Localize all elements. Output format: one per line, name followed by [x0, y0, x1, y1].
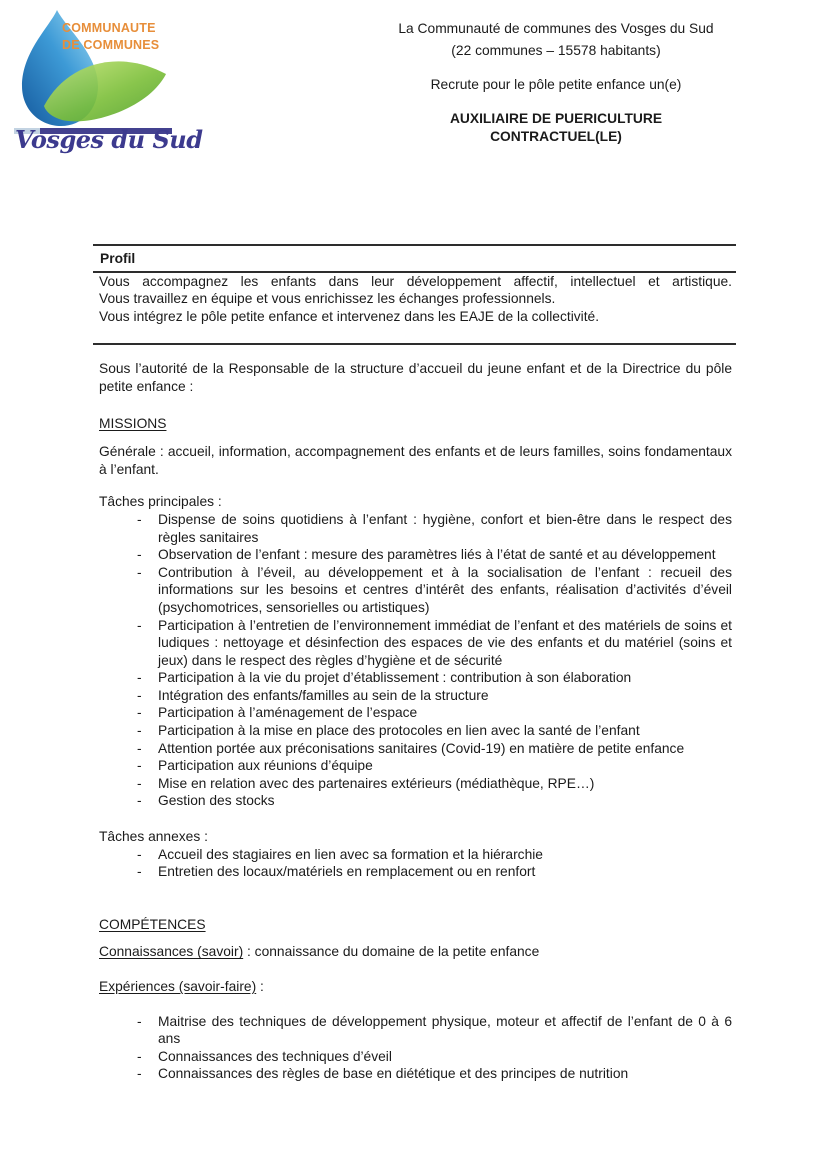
- competences-heading: COMPÉTENCES: [99, 916, 206, 932]
- taches-principales-heading: Tâches principales :: [99, 494, 222, 510]
- missions-general: Générale : accueil, information, accompagnement des enfants et de leurs familles, soins fondamentaux à l’enfant.: [99, 444, 732, 477]
- experiences-label: Expériences (savoir-faire): [99, 979, 257, 994]
- connaissances-line: [99, 943, 732, 961]
- list-item: - Participation à l’entretien de l’environnement immédiat de l’enfant et des matériels de soins et ludiques : nettoyage et désinfection des espaces de vie des enfants et du matériel (soins et jeux) dans le respect des règles d’hygiène et de sécurité: [99, 617, 732, 670]
- logo-org-type-line1: COMMUNAUTE: [62, 21, 156, 35]
- list-item: - Participation à la vie du projet d’établissement : contribution à son élaboration: [99, 669, 732, 687]
- experiences-rest: :: [256, 979, 264, 994]
- logo-org-type: [62, 20, 159, 54]
- list-item: - Connaissances des techniques d’éveil: [99, 1048, 732, 1066]
- taches-annexes-heading: Tâches annexes :: [99, 829, 208, 845]
- list-item: - Participation aux réunions d’équipe: [99, 757, 732, 775]
- list-item: - Accueil des stagiaires en lien avec sa formation et la hiérarchie: [99, 846, 732, 864]
- profil-line: Vous travaillez en équipe et vous enrichissez les échanges professionnels.: [99, 291, 556, 307]
- profil-heading: Profil: [100, 251, 136, 266]
- org-logo: [14, 8, 203, 158]
- intro-paragraph: Sous l’autorité de la Responsable de la structure d’accueil du jeune enfant et de la Directrice du pôle petite enfance :: [99, 361, 732, 394]
- list-item: - Attention portée aux préconisations sanitaires (Covid-19) en matière de petite enfance: [99, 740, 732, 758]
- experiences-line: [99, 978, 732, 996]
- experiences-list: [99, 1013, 732, 1083]
- list-item: - Dispense de soins quotidiens à l’enfant : hygiène, confort et bien-être dans le respect des règles sanitaires: [99, 511, 732, 546]
- list-item: - Intégration des enfants/familles au sein de la structure: [99, 687, 732, 705]
- missions-heading: MISSIONS: [99, 415, 167, 431]
- list-item: - Connaissances des règles de base en diététique et des principes de nutrition: [99, 1065, 732, 1083]
- header-org-line: La Communauté de communes des Vosges du Sud: [398, 21, 714, 36]
- logo-org-type-line2: DE COMMUNES: [62, 38, 160, 52]
- list-item: - Entretien des locaux/matériels en remplacement ou en renfort: [99, 863, 732, 881]
- header-stats-line: (22 communes – 15578 habitants): [451, 43, 661, 58]
- header-recruit-line: Recrute pour le pôle petite enfance un(e): [430, 77, 682, 92]
- profil-line: Vous accompagnez les enfants dans leur développement affectif, intellectuel et artistique.: [99, 273, 732, 289]
- list-item: - Maitrise des techniques de développement physique, moteur et affectif de l’enfant de 0 à 6 ans: [99, 1013, 732, 1048]
- connaissances-label: Connaissances (savoir): [99, 944, 244, 960]
- job-title-line1: AUXILIAIRE DE PUERICULTURE: [449, 111, 663, 126]
- list-item: - Contribution à l’éveil, au développement et à la socialisation de l’enfant : recueil des informations sur les besoins et centres d’intérêt des enfants, réalisation d’activités d’éveil (psychomotrices, sensorielles ou artistiques): [99, 564, 732, 617]
- logo-name: Vosges du Sud: [15, 125, 203, 154]
- document-body: [99, 244, 732, 1083]
- profil-paragraph: [99, 273, 732, 326]
- list-item: - Participation à l’aménagement de l’espace: [99, 704, 732, 722]
- list-item: - Participation à la mise en place des protocoles en lien avec la santé de l’enfant: [99, 722, 732, 740]
- document-header: [378, 20, 734, 146]
- taches-principales-list: [99, 511, 732, 810]
- job-title-line2: CONTRACTUEL(LE): [490, 129, 622, 144]
- list-item: - Gestion des stocks: [99, 792, 732, 810]
- job-title: [378, 110, 734, 146]
- taches-annexes-list: [99, 846, 732, 881]
- list-item: - Observation de l’enfant : mesure des paramètres liés à l’état de santé et au développement: [99, 546, 732, 564]
- divider-mid: [93, 343, 736, 345]
- list-item: - Mise en relation avec des partenaires extérieurs (médiathèque, RPE…): [99, 775, 732, 793]
- connaissances-rest: : connaissance du domaine de la petite enfance: [243, 944, 540, 960]
- profil-line: Vous intégrez le pôle petite enfance et intervenez dans les EAJE de la collectivité.: [99, 308, 600, 324]
